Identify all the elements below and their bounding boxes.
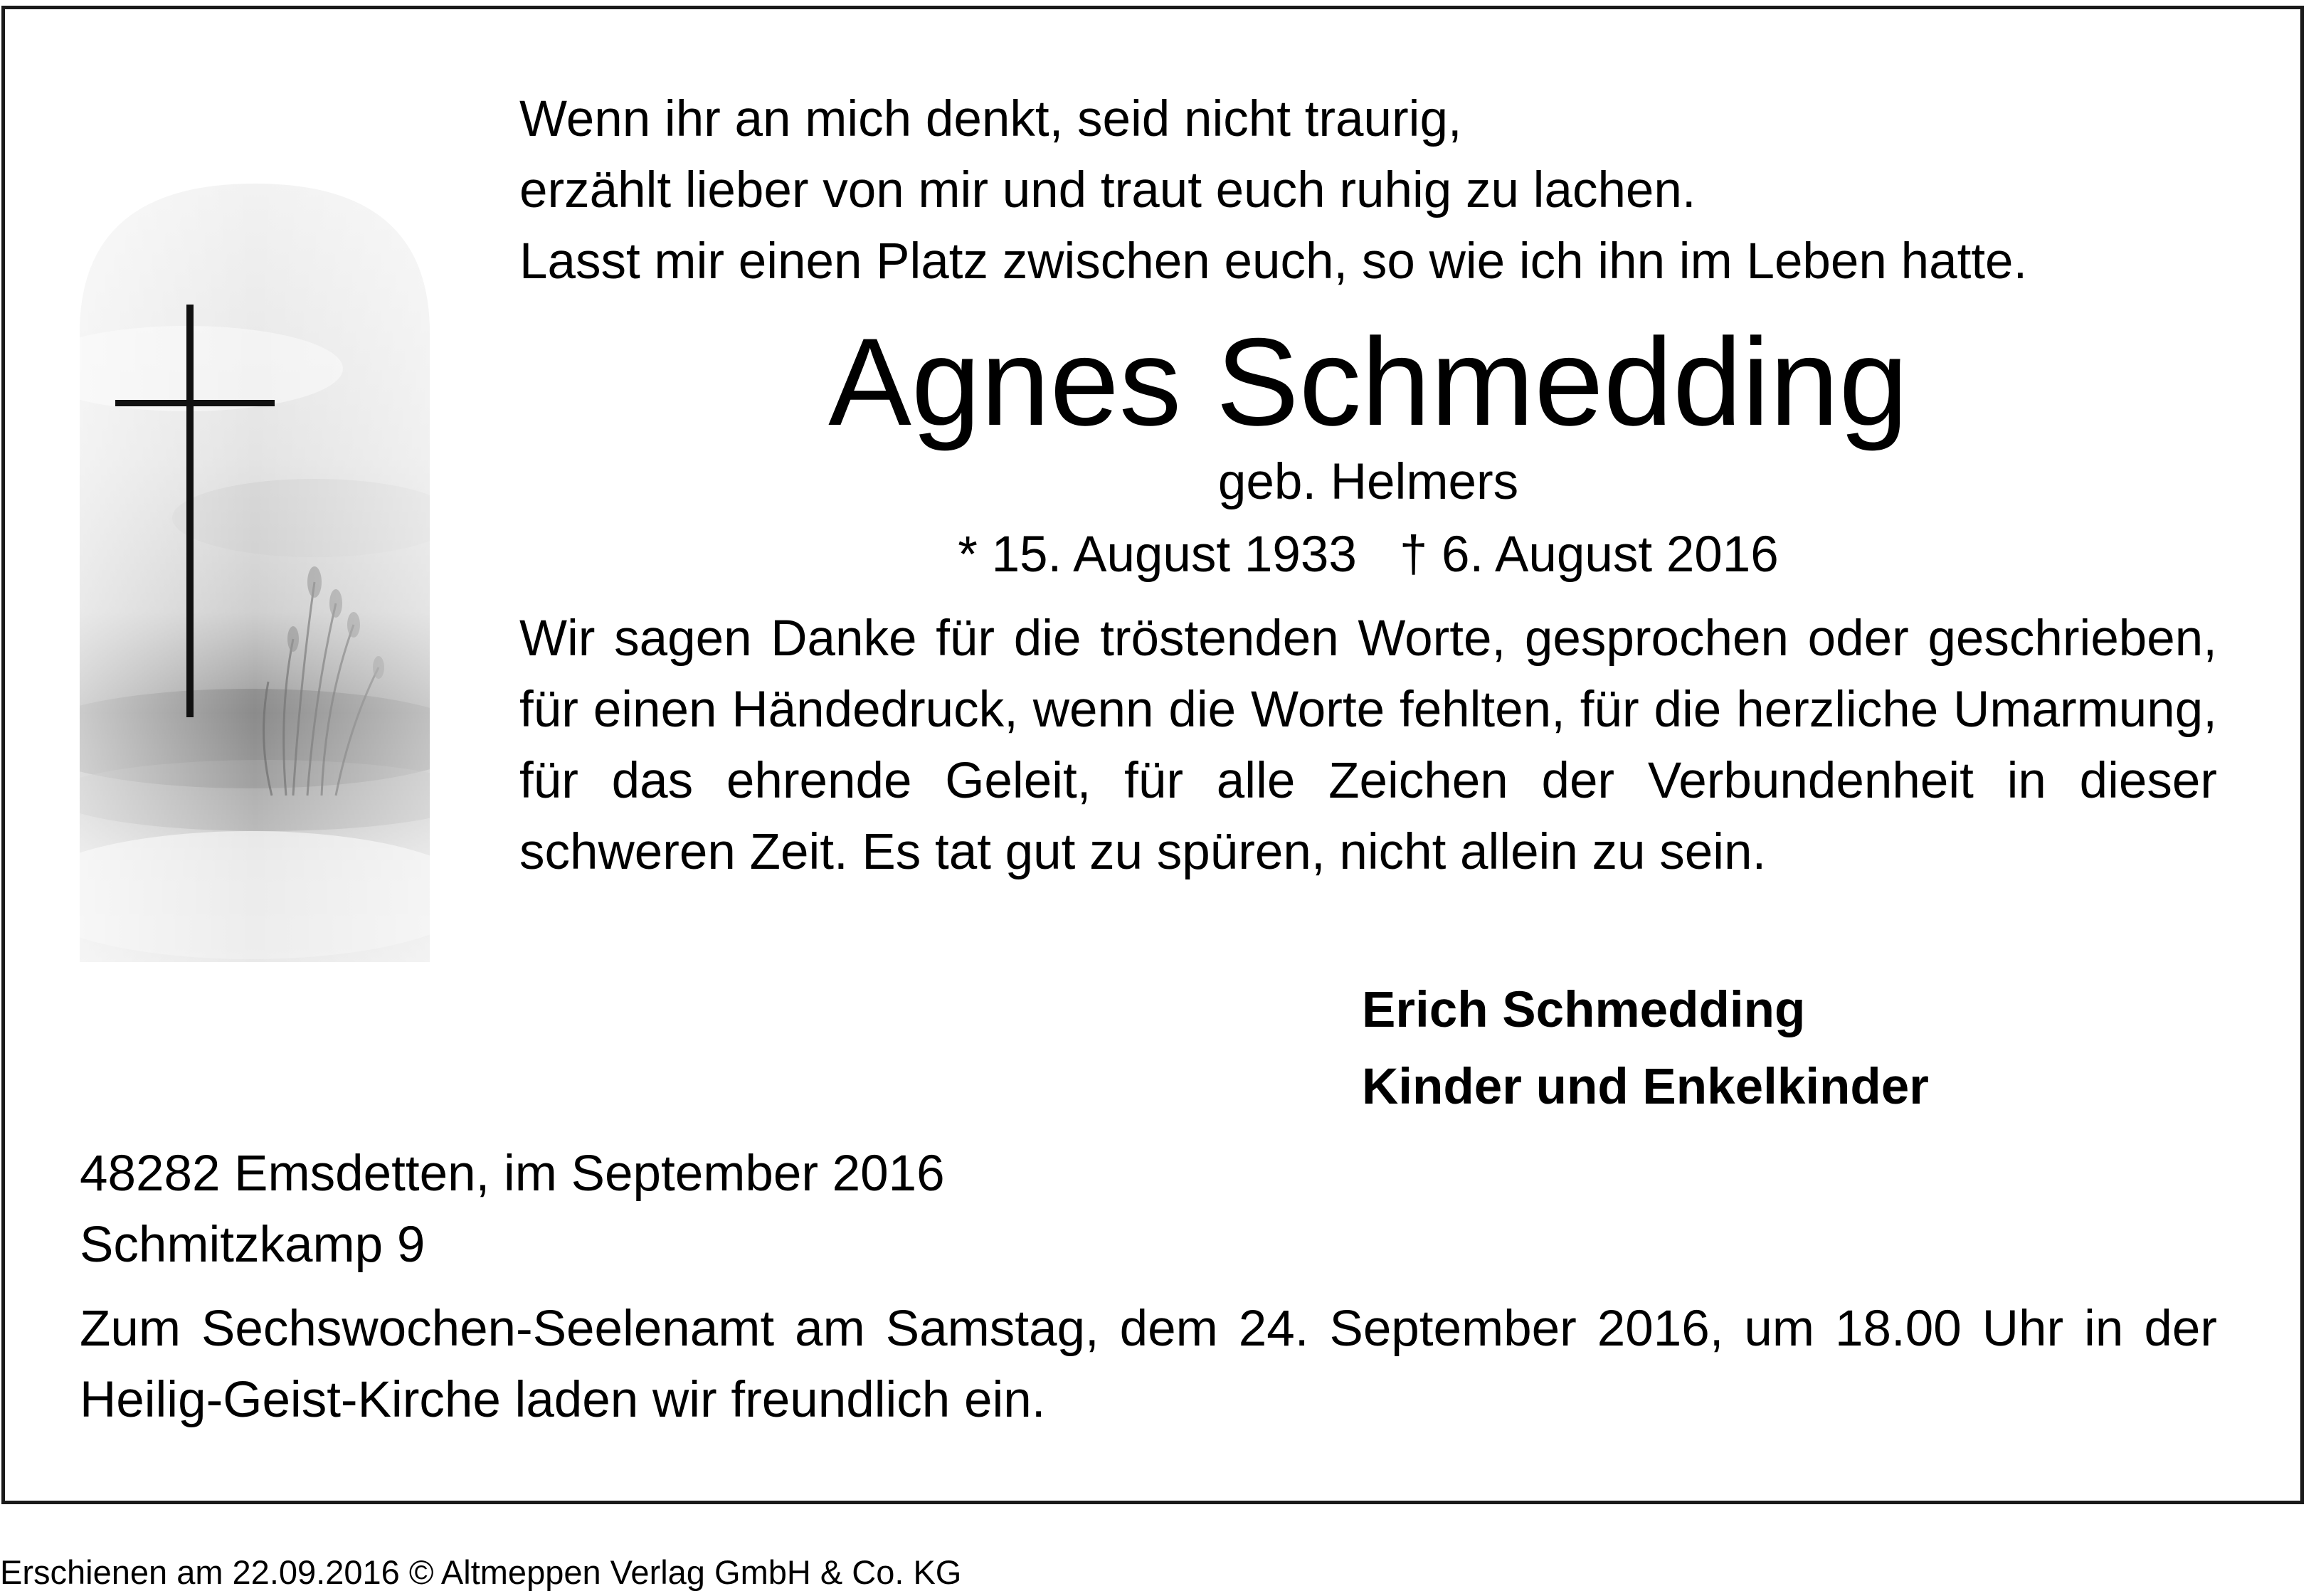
life-dates (519, 519, 2217, 591)
poem (519, 84, 2217, 297)
address-line-2: Schmitzkamp 9 (80, 1217, 425, 1273)
poem-line-2: erzählt lieber von mir und traut euch ruhig zu lachen. (519, 162, 1696, 218)
cross-icon (80, 184, 430, 962)
deceased-name: Agnes Schmedding (828, 313, 1908, 452)
thanks-paragraph: Wir sagen Danke für die tröstenden Worte, gesprochen oder geschrieben, für einen Händedruck, wenn die Worte fehlten, für die herzliche Umarmung, für das ehrende Geleit, für alle Zeichen der Verbundenheit in dieser schweren Zeit. Es tat gut zu spüren, nicht allein zu sein. (519, 611, 2217, 880)
signature-line-1: Erich Schmedding (1362, 982, 1806, 1038)
signature-line-2: Kinder und Enkelkinder (1362, 1059, 1929, 1115)
poem-line-1: Wenn ihr an mich denkt, seid nicht traurig, (519, 91, 1462, 147)
invitation-paragraph: Zum Sechswochen-Seelenamt am Samstag, dem 24. September 2016, um 18.00 Uhr in der Heilig-Geist-Kirche laden wir freundlich ein. (80, 1301, 2217, 1428)
birth-name: geb. Helmers (1217, 454, 1519, 510)
address-line-1: 48282 Emsdetten, im September 2016 (80, 1146, 945, 1202)
poem-line-3: Lasst mir einen Platz zwischen euch, so wie ich ihn im Leben hatte. (519, 233, 2028, 290)
publication-footer: Erschienen am 22.09.2016 © Altmeppen Verlag GmbH & Co. KG (0, 1553, 962, 1591)
birth-date: * 15. August 1933 (958, 527, 1357, 583)
death-date: † 6. August 2016 (1399, 527, 1779, 583)
